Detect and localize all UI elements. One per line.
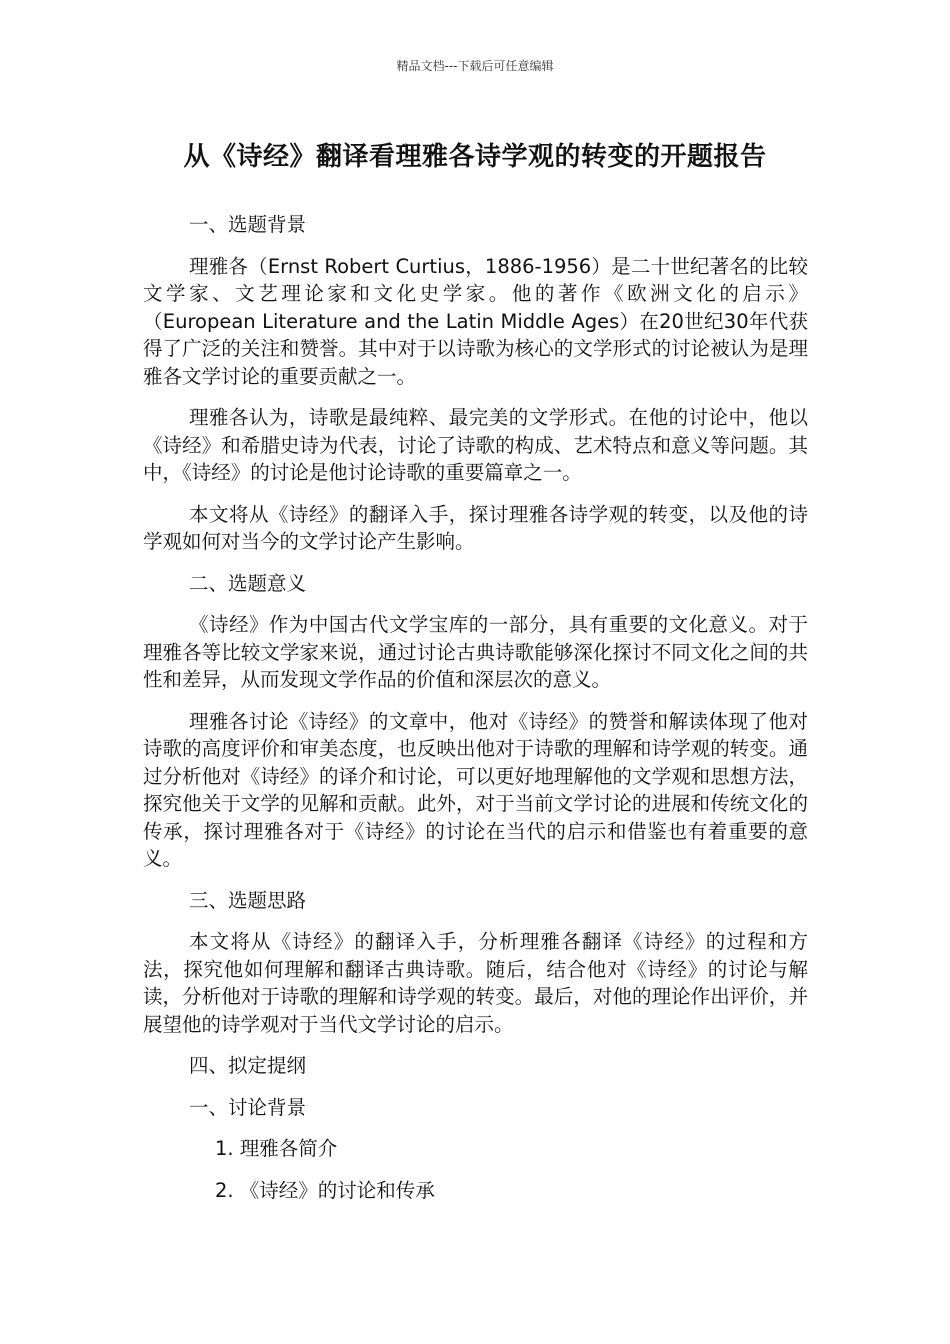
- paragraph: 本文将从《诗经》的翻译入手，探讨理雅各诗学观的转变，以及他的诗学观如何对当今的文学讨论产生影响。: [143, 502, 808, 553]
- outline-heading: 一、讨论背景: [189, 1095, 307, 1119]
- section-heading-approach: 三、选题思路: [189, 888, 307, 912]
- paragraph: 理雅各认为，诗歌是最纯粹、最完美的文学形式。在他的讨论中，他以《诗经》和希腊史诗为代表，讨论了诗歌的构成、艺术特点和意义等问题。其中，《诗经》的讨论是他讨论诗歌的重要篇章之一。: [143, 406, 808, 484]
- paragraph: 理雅各（Ernst Robert Curtius，1886-1956）是二十世纪著名的比较文学家、文艺理论家和文化史学家。他的著作《欧洲文化的启示》（European Literature and the Latin Middle Ages）在20世纪30年代获得了广泛的关注和赞誉。其中对于以诗歌为核心的文学形式的讨论被认为是理雅各文学讨论的重要贡献之一。: [143, 254, 808, 388]
- paragraph: 理雅各讨论《诗经》的文章中，他对《诗经》的赞誉和解读体现了他对诗歌的高度评价和审美态度，也反映出他对于诗歌的理解和诗学观的转变。通过分析他对《诗经》的译介和讨论，可以更好地理解他的文学观和思想方法，探究他关于文学的见解和贡献。此外，对于当前文学讨论的进展和传统文化的传承，探讨理雅各对于《诗经》的讨论在当代的启示和借鉴也有着重要的意义。: [143, 709, 808, 870]
- section-heading-significance: 二、选题意义: [189, 571, 307, 595]
- document-body: [143, 211, 808, 1218]
- outline-item: 1. 理雅各简介: [215, 1137, 338, 1160]
- header-note: 精品文档---下载后可任意编辑: [396, 59, 554, 73]
- outline-item: 2. 《诗经》的讨论和传承: [215, 1178, 435, 1202]
- paragraph: 《诗经》作为中国古代文学宝库的一部分，具有重要的文化意义。对于理雅各等比较文学家来说，通过讨论古典诗歌能够深化探讨不同文化之间的共性和差异，从而发现文学作品的价值和深层次的意义。: [143, 613, 808, 691]
- document-title: 从《诗经》翻译看理雅各诗学观的转变的开题报告: [183, 142, 767, 172]
- section-heading-background: 一、选题背景: [189, 213, 307, 236]
- paragraph: 本文将从《诗经》的翻译入手，分析理雅各翻译《诗经》的过程和方法，探究他如何理解和翻译古典诗歌。随后，结合他对《诗经》的讨论与解读，分析他对于诗歌的理解和诗学观的转变。最后，对他的理论作出评价，并展望他的诗学观对于当代文学讨论的启示。: [143, 930, 808, 1036]
- section-heading-outline: 四、拟定提纲: [189, 1054, 307, 1077]
